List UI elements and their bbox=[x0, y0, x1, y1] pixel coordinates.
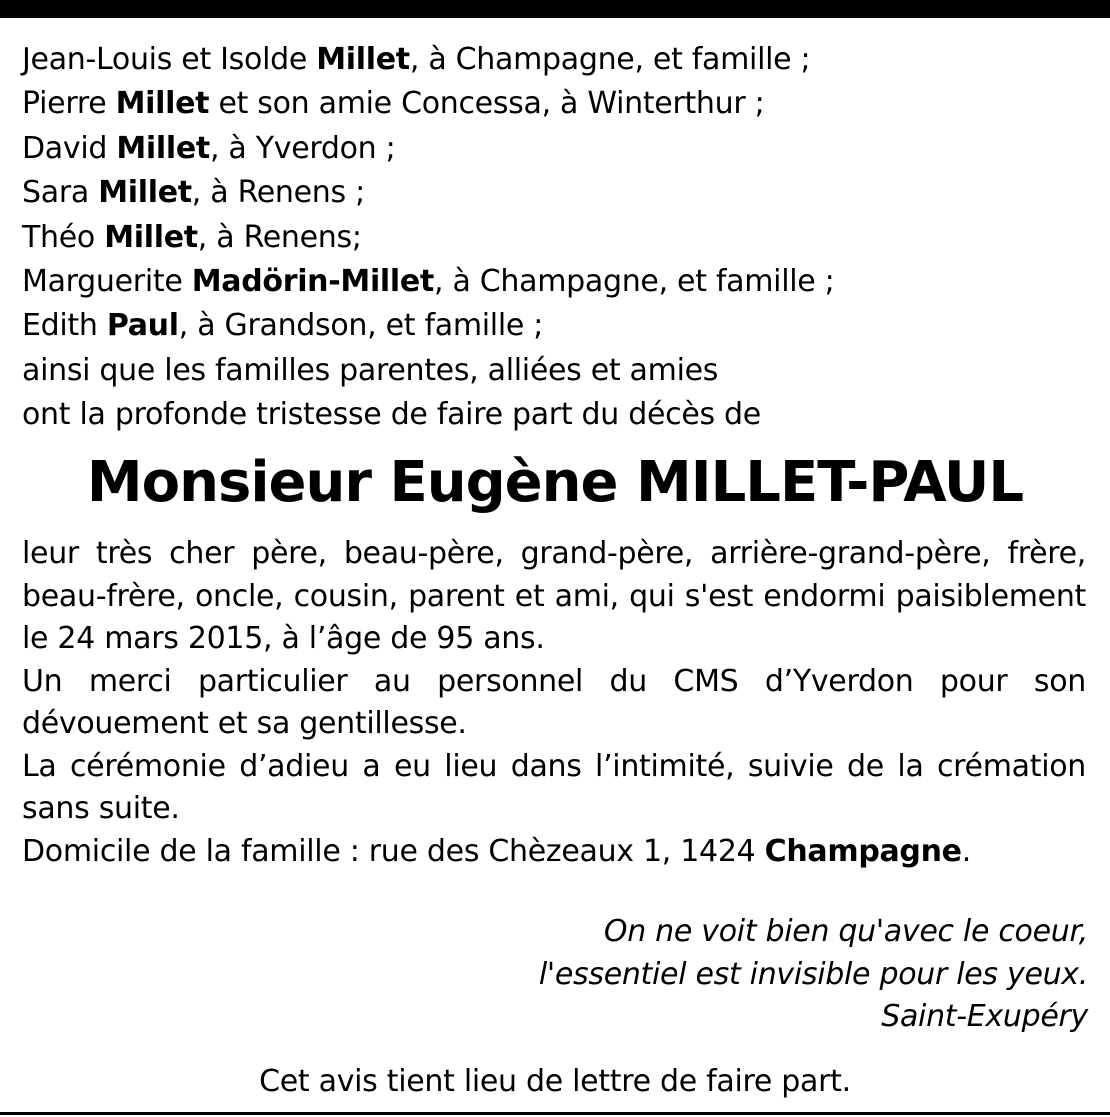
relationship-paragraph: leur très cher père, beau-père, grand-père, arrière-grand-père, frère, beau-frère, oncle, cousin, parent et ami, qui s'est endormi paisiblement le 24 mars 2015, à l’âge de 95 ans. bbox=[22, 536, 1086, 656]
family-text: David bbox=[22, 130, 117, 166]
intro-line: ainsi que les familles parentes, alliées et amies bbox=[22, 352, 719, 388]
notice-body bbox=[22, 533, 1086, 831]
family-line bbox=[22, 127, 1092, 171]
family-surname: Millet bbox=[115, 86, 210, 122]
domicile-town: Champagne bbox=[764, 834, 962, 869]
family-text: , à Renens; bbox=[197, 219, 362, 255]
ceremony-paragraph: La cérémonie d’adieu a eu lieu dans l’intimité, suivie de la crémation sans suite. bbox=[22, 748, 1086, 826]
quote-block bbox=[539, 911, 1088, 1039]
family-text: Pierre bbox=[22, 86, 116, 122]
family-text: Edith bbox=[22, 308, 107, 344]
family-line bbox=[22, 38, 1092, 82]
family-line bbox=[22, 216, 1092, 260]
family-surname: Millet bbox=[104, 219, 198, 255]
family-surname: Paul bbox=[106, 308, 179, 344]
deceased-name: Monsieur Eugène MILLET-PAUL bbox=[86, 450, 1024, 515]
family-text: , à Grandson, et famille ; bbox=[178, 308, 544, 344]
bottom-border bbox=[0, 1112, 1110, 1115]
family-line bbox=[22, 260, 1092, 304]
family-surname: Millet bbox=[116, 130, 210, 166]
family-text: , à Champagne, et famille ; bbox=[433, 264, 835, 300]
domicile-text: . bbox=[961, 834, 971, 869]
family-line bbox=[22, 304, 1092, 348]
family-surname: Madörin-Millet bbox=[191, 264, 434, 300]
family-text: Marguerite bbox=[22, 264, 192, 300]
quote-line: l'essentiel est invisible pour les yeux. bbox=[538, 956, 1088, 992]
family-line bbox=[22, 171, 1092, 215]
quote-author: Saint-Exupéry bbox=[881, 999, 1088, 1034]
domicile-line bbox=[22, 830, 971, 874]
thanks-paragraph: Un merci particulier au personnel du CMS d’Yverdon pour son dévouement et sa gentillesse. bbox=[22, 663, 1086, 741]
intro-line: ont la profonde tristesse de faire part du décès de bbox=[22, 397, 761, 433]
family-surname: Millet bbox=[316, 42, 410, 77]
family-text: , à Yverdon ; bbox=[209, 130, 396, 166]
family-surname: Millet bbox=[98, 175, 192, 211]
family-text: Jean-Louis et Isolde bbox=[22, 42, 317, 77]
family-text: , à Champagne, et famille ; bbox=[409, 42, 811, 77]
family-line bbox=[22, 82, 1092, 126]
family-text: Théo bbox=[22, 219, 105, 255]
quote-line: On ne voit bien qu'avec le coeur, bbox=[603, 914, 1088, 949]
domicile-text: Domicile de la famille : rue des Chèzeaux 1, 1424 bbox=[22, 834, 765, 869]
family-list bbox=[22, 38, 1092, 438]
top-border bbox=[0, 0, 1110, 18]
closing-note: Cet avis tient lieu de lettre de faire part. bbox=[259, 1064, 851, 1099]
family-text: Sara bbox=[22, 175, 99, 211]
family-text: et son amie Concessa, à Winterthur ; bbox=[209, 86, 765, 122]
family-text: , à Renens ; bbox=[191, 175, 365, 211]
